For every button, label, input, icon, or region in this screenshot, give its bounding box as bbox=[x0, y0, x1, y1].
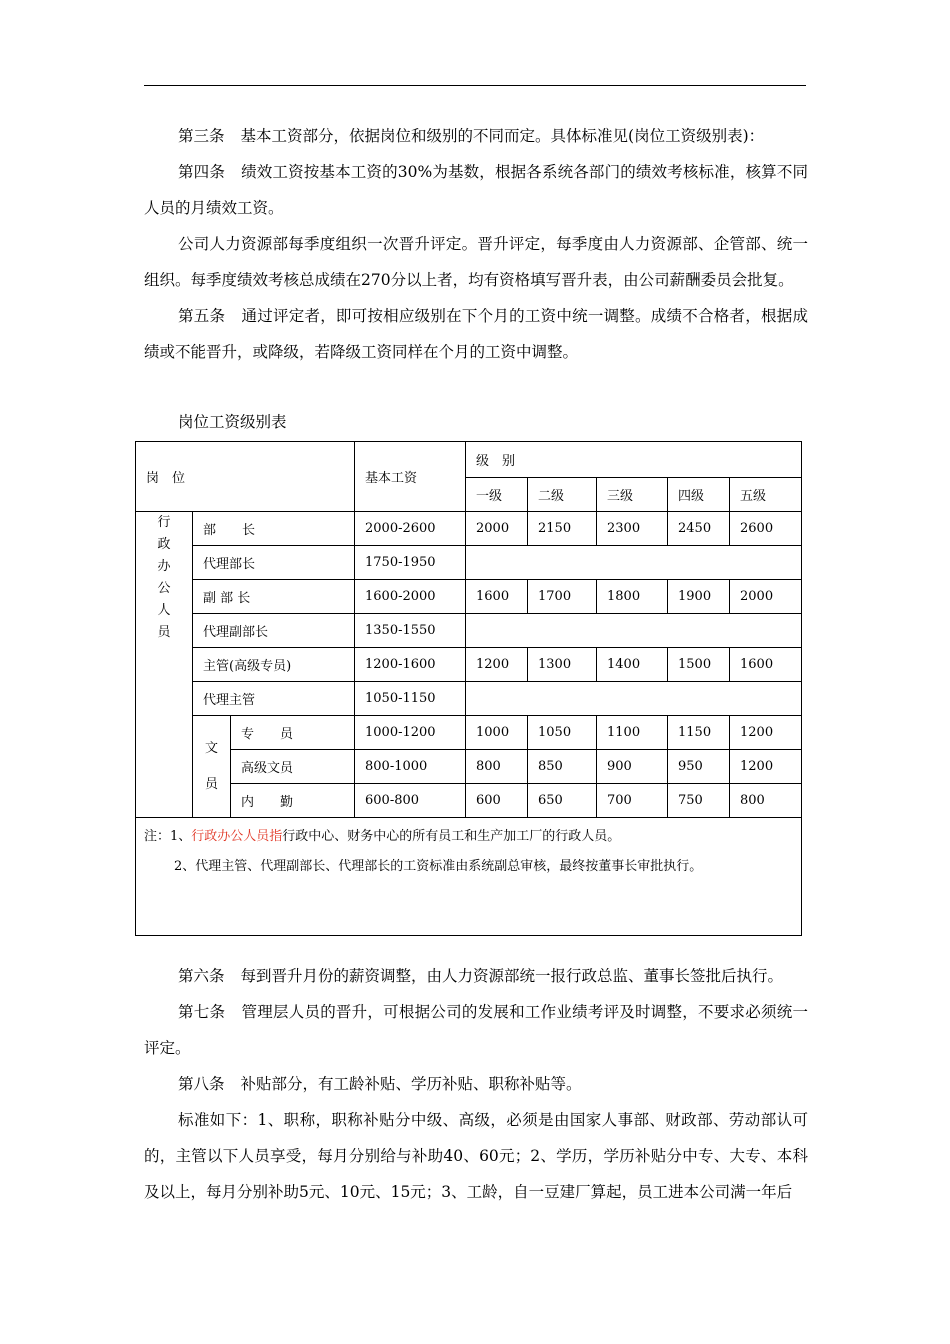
post-cell: 专 员 bbox=[231, 716, 355, 750]
level-cell: 1900 bbox=[668, 580, 730, 614]
level-cell: 850 bbox=[528, 750, 597, 784]
level-cell: 2150 bbox=[528, 512, 597, 546]
promotion-paragraph: 公司人力资源部每季度组织一次晋升评定。晋升评定，每季度由人力资源部、企管部、统一组织。每季度绩效考核总成绩在270分以上者，均有资格填写晋升表，由公司薪酬委员会批复。 bbox=[144, 235, 808, 289]
level-4-header: 四级 bbox=[668, 478, 730, 512]
level-cell: 2000 bbox=[466, 512, 528, 546]
top-paragraphs bbox=[144, 118, 808, 370]
level-cell: 950 bbox=[668, 750, 730, 784]
article-4: 第四条 绩效工资按基本工资的30%为基数，根据各系统各部门的绩效考核标准，核算不同人员的月绩效工资。 bbox=[144, 163, 808, 217]
level-cell: 1400 bbox=[597, 648, 668, 682]
article-3: 第三条 基本工资部分，依据岗位和级别的不同而定。具体标准见(岗位工资级别表)： bbox=[178, 127, 765, 145]
article-8: 第八条 补贴部分，有工龄补贴、学历补贴、职称补贴等。 bbox=[178, 1075, 582, 1093]
level-1-header: 一级 bbox=[466, 478, 528, 512]
group-label: 行 政 办 公 人 员 bbox=[136, 512, 193, 818]
level-2-header: 二级 bbox=[528, 478, 597, 512]
allowance-standards: 标准如下：1、职称，职称补贴分中级、高级，必须是由国家人事部、财政部、劳动部认可的，主管以下人员享受，每月分别给与补助40、60元；2、学历，学历补贴分中专、大专、本科及以上，每月分别补助5元、10元、15元；3、工龄，自一豆建厂算起，员工进本公司满一年后 bbox=[144, 1111, 808, 1201]
base-cell: 600-800 bbox=[355, 784, 466, 818]
level-cell: 1500 bbox=[668, 648, 730, 682]
level-cell: 750 bbox=[668, 784, 730, 818]
level-3-header: 三级 bbox=[597, 478, 668, 512]
bottom-paragraphs bbox=[144, 958, 808, 1210]
level-cell: 1600 bbox=[730, 648, 802, 682]
clerk-label: 文 员 bbox=[193, 716, 231, 818]
post-cell: 内 勤 bbox=[231, 784, 355, 818]
table-notes bbox=[136, 818, 802, 936]
level-cell: 1000 bbox=[466, 716, 528, 750]
level-cell: 1150 bbox=[668, 716, 730, 750]
level-cell: 1700 bbox=[528, 580, 597, 614]
base-cell: 2000-2600 bbox=[355, 512, 466, 546]
level-cell: 1050 bbox=[528, 716, 597, 750]
empty-levels bbox=[466, 546, 802, 580]
base-cell: 1750-1950 bbox=[355, 546, 466, 580]
base-cell: 1050-1150 bbox=[355, 682, 466, 716]
level-cell: 1100 bbox=[597, 716, 668, 750]
level-cell: 1200 bbox=[730, 716, 802, 750]
level-cell: 2300 bbox=[597, 512, 668, 546]
level-cell: 1200 bbox=[730, 750, 802, 784]
level-cell: 1200 bbox=[466, 648, 528, 682]
level-cell: 1800 bbox=[597, 580, 668, 614]
level-cell: 700 bbox=[597, 784, 668, 818]
post-cell: 副 部 长 bbox=[193, 580, 355, 614]
base-cell: 1200-1600 bbox=[355, 648, 466, 682]
article-5: 第五条 通过评定者，即可按相应级别在下个月的工资中统一调整。成绩不合格者，根据成绩或不能晋升，或降级，若降级工资同样在个月的工资中调整。 bbox=[144, 307, 808, 361]
empty-levels bbox=[466, 682, 802, 716]
level-cell: 2450 bbox=[668, 512, 730, 546]
level-cell: 2600 bbox=[730, 512, 802, 546]
header-level: 级 别 bbox=[466, 442, 802, 478]
post-cell: 部 长 bbox=[193, 512, 355, 546]
article-6: 第六条 每到晋升月份的薪资调整，由人力资源部统一报行政总监、董事长签批后执行。 bbox=[178, 967, 784, 985]
base-cell: 800-1000 bbox=[355, 750, 466, 784]
base-cell: 1000-1200 bbox=[355, 716, 466, 750]
base-cell: 1600-2000 bbox=[355, 580, 466, 614]
level-cell: 1600 bbox=[466, 580, 528, 614]
post-cell: 代理部长 bbox=[193, 546, 355, 580]
level-5-header: 五级 bbox=[730, 478, 802, 512]
level-cell: 2000 bbox=[730, 580, 802, 614]
post-cell: 高级文员 bbox=[231, 750, 355, 784]
header-rule bbox=[144, 85, 806, 86]
level-cell: 800 bbox=[730, 784, 802, 818]
level-cell: 600 bbox=[466, 784, 528, 818]
post-cell: 代理主管 bbox=[193, 682, 355, 716]
post-cell: 代理副部长 bbox=[193, 614, 355, 648]
level-cell: 800 bbox=[466, 750, 528, 784]
level-cell: 650 bbox=[528, 784, 597, 818]
empty-levels bbox=[466, 614, 802, 648]
header-base-salary: 基本工资 bbox=[355, 442, 466, 512]
salary-grade-table bbox=[135, 441, 802, 936]
note-2: 2、代理主管、代理副部长、代理部长的工资标准由系统副总审核，最终按董事长审批执行。 bbox=[174, 859, 703, 874]
base-cell: 1350-1550 bbox=[355, 614, 466, 648]
table-caption: 岗位工资级别表 bbox=[178, 413, 287, 431]
header-post: 岗 位 bbox=[136, 442, 355, 512]
level-cell: 900 bbox=[597, 750, 668, 784]
note-1: 注：1、行政办公人员指行政中心、财务中心的所有员工和生产加工厂的行政人员。 bbox=[144, 829, 621, 844]
article-7: 第七条 管理层人员的晋升，可根据公司的发展和工作业绩考评及时调整，不要求必须统一评定。 bbox=[144, 1003, 808, 1057]
post-cell: 主管(高级专员) bbox=[193, 648, 355, 682]
level-cell: 1300 bbox=[528, 648, 597, 682]
